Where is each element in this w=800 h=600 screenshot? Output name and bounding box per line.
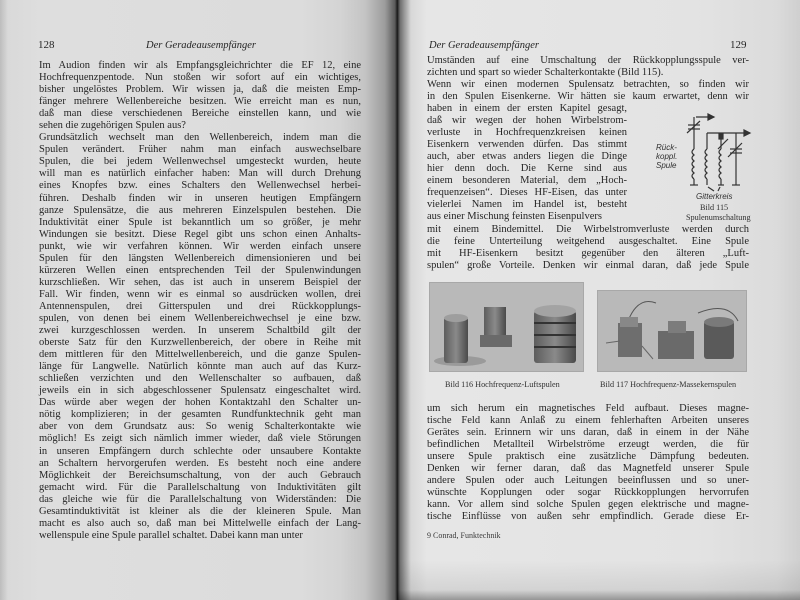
- text-line: hier denn doch. Die Kerne sind aus: [427, 163, 627, 175]
- right-body-text-bottom: [427, 403, 749, 523]
- coil-cylinder: [444, 317, 468, 363]
- left-body-text: [39, 60, 361, 542]
- label-line: Rück-: [656, 143, 677, 152]
- text-line: Wenn wir einen modernen Spulensatz betrachten, so finden wir: [427, 79, 749, 91]
- text-line: oberste Satz für den Kurzwellenbereich, der obere in Reihe mit: [39, 337, 361, 349]
- text-line: kurzschließen. Wir sehen, das ist auch in unserem Beispiel der: [39, 276, 361, 288]
- figure-115-label-grid-circuit: Gitterkreis: [696, 192, 733, 201]
- text-line: Eisenkern verwenden dürfen. Das stimmt: [427, 139, 627, 151]
- label-line: Spule: [656, 161, 677, 170]
- text-line: Fall. Wir finden, wenn wir es einmal so ausdrücken wollen, drei: [39, 288, 361, 300]
- right-body-text-wrapped: [427, 103, 627, 223]
- figure-116-caption: Bild 116 Hochfrequenz-Luftspulen: [445, 380, 560, 389]
- text-line: fänger mehrere Wellenbereiche besitzen. Wie erreicht man es nun,: [39, 96, 361, 108]
- text-line: Gerätes sein. Erinnern wir uns daran, daß in einem in der Nähe: [427, 427, 749, 439]
- text-line: ganze Spulensätze, die aus mehreren Einzelspulen bestehen. Die: [39, 204, 361, 216]
- text-line: zichten und spart so wieder Schalterkontakte (Bild 115).: [427, 67, 664, 79]
- text-line: aber von dem Grundsatz aus: So wenig Schalterkontakte wie: [39, 421, 361, 433]
- text-line: vielerlei Namen im Handel ist, besteht: [427, 199, 627, 211]
- text-line: schließen verzichten und den Wellenschalter so aufbauen, daß: [39, 373, 361, 385]
- text-line: sehen die zugehörigen Spulen aus?: [39, 120, 186, 132]
- text-line: nötig komplizieren; in der gesamten Rundfunktechnik geht man: [39, 409, 361, 421]
- text-line: in unseren Empfängern durch schlechte oder unsaubere Kontakte: [39, 445, 361, 457]
- text-line: punkt, wie wir verfahren können. Wir werden einfach unsere: [39, 240, 361, 252]
- right-page: [397, 0, 800, 600]
- coil-core-2: [658, 331, 694, 359]
- text-line: mit einem Bindemittel. Die Wirbelstromverluste werden durch: [427, 224, 749, 235]
- text-line: aus einer Mischung feinsten Eisenpulvers: [427, 211, 602, 223]
- figure-115-caption-number: Bild 115: [700, 203, 729, 212]
- text-line: das gleiche wie für die Parallelschaltung von Widerständen: Die: [39, 493, 361, 505]
- text-line: will man es natürlich einfacher haben: Man will durch Drehung: [39, 168, 361, 180]
- figure-115-circuit: [638, 105, 788, 223]
- text-line: einem besonderen Material, dem „Hoch-: [427, 175, 627, 187]
- text-line: wünschte Kopplungen oder sogar Rückkopplungen hervorrufen: [427, 487, 749, 499]
- right-body-text-mid: [427, 224, 749, 272]
- text-line: haben in einem der ersten Kapitel gesagt,: [427, 103, 627, 114]
- figure-115-label-feedback-coil: [656, 143, 677, 170]
- text-line: dem mittleren für den Mittelwellenbereich, und die ganze Spulen-: [39, 349, 361, 361]
- running-title: Der Geradeausempfänger: [429, 40, 539, 51]
- text-line: in den Spulen Eisenkerne. Wir hätten sie kaum erwartet, denn wir: [427, 91, 749, 103]
- page-bottom-shadow: [397, 560, 800, 600]
- text-line: Grundsätzlich wechselt man den Wellenbereich, indem man die: [39, 132, 361, 144]
- label-line: koppl.: [656, 152, 678, 161]
- text-line: kann. Vor allem sind solche Spulen gegen elektrische und magne-: [427, 499, 749, 511]
- text-line: um sich herum ein magnetisches Feld aufbaut. Dieses magne-: [427, 403, 749, 414]
- text-line: Spulen für den längsten Wellenbereich dimensionieren und bei: [39, 252, 361, 264]
- figure-116-photo: [429, 282, 584, 372]
- text-line: auch, aber etwas anders liegen die Dinge: [427, 151, 627, 163]
- text-line: Im Audion finden wir als Empfangsgleichrichter die EF 12, eine: [39, 60, 361, 71]
- text-line: Denken wir ferner daran, daß das Magnetfeld unserer Spule: [427, 463, 749, 475]
- figure-117-photo: [597, 290, 747, 372]
- coil-core-1: [618, 323, 642, 357]
- text-line: führen. Deshalb finden wir in unseren heutigen Empfängern: [39, 192, 361, 204]
- text-line: macht es also auch so, daß man bei Mittelwelle einfach der Lang-: [39, 517, 361, 529]
- figure-117-caption: Bild 117 Hochfrequenz-Massekernspulen: [600, 380, 737, 389]
- running-title: Der Geradeausempfänger: [146, 40, 256, 51]
- text-line: Hochfrequenzpentode. Nun stoßen wir sofort auf ein wichtiges,: [39, 72, 361, 84]
- text-line: frequenzeisen“. Dieses HF-Eisen, das unter: [427, 187, 627, 199]
- text-line: Antennenspulen, drei Gitterspulen und drei Rückkopplungs-: [39, 300, 361, 312]
- text-line: Umständen auf eine Umschaltung der Rückkopplungsspule ver-: [427, 55, 749, 66]
- text-line: gemacht wird. Für die Parallelschaltung von Induktivitäten gilt: [39, 481, 361, 493]
- page-number: 129: [730, 39, 747, 51]
- text-line: Windungen sie besitzt. Diese Regel gibt uns schon einen Anhalts-: [39, 228, 361, 240]
- text-line: unsere Spule praktisch eine zusätzliche Dämpfung bedeuten.: [427, 451, 749, 463]
- page-footer: 9 Conrad, Funktechnik: [427, 531, 501, 540]
- text-line: eines Knopfes bzw. eines Schalters den Wellenwechsel herbei-: [39, 180, 361, 192]
- text-line: verluste in Hochfrequenzkreisen keinen: [427, 127, 627, 139]
- text-line: Spulen verändert. Früher nahm man einfach auswechselbare: [39, 144, 361, 156]
- left-page: [0, 0, 397, 600]
- text-line: spulen, von denen bei einem Wellenbereichwechsel je eine bzw.: [39, 312, 361, 324]
- text-line: bisher ungelöstes Problem. Wir wissen ja, daß die meisten Emp-: [39, 84, 361, 96]
- right-body-text-top: [427, 55, 749, 103]
- text-line: wellenspule eine Spule parallel schaltet. Dabei kann man unter: [39, 529, 303, 541]
- text-line: zwei kurzgeschlossen werden. In unserem Schaltbild gilt der: [39, 325, 361, 337]
- text-line: Möglichkeit der Bereichsumschaltung, von der auch Gebrauch: [39, 469, 361, 481]
- text-line: tische Einflüsse von außen sehr empfindlich. Gerade diese Er-: [427, 511, 749, 523]
- text-line: kürzeren Wellen einen entsprechenden Teil der Spulenwindungen: [39, 264, 361, 276]
- text-line: länge für Langwelle. Natürlich könnte man auch auf das Kurz-: [39, 361, 361, 373]
- right-page-header: [429, 38, 749, 52]
- left-page-header: [38, 38, 378, 52]
- text-line: jeweils ein in sich abgeschlossener Spulensatz eingeschaltet wird.: [39, 385, 361, 397]
- text-line: mit HF-Eisenkern besitzt gegenüber den älteren „Luft-: [427, 248, 749, 260]
- figure-115-caption-title: Spulenumschaltung: [686, 213, 751, 222]
- text-line: Das würde aber wegen der hohen Kontaktzahl den Schalter un-: [39, 397, 361, 409]
- text-line: möglich! Es zeigt sich nämlich immer wieder, daß viele Störungen: [39, 433, 361, 445]
- text-line: an Schaltern hervorgerufen werden. Es besteht noch eine andere: [39, 457, 361, 469]
- text-line: Gesamtinduktivität ist kleiner als die der kleineren Spule. Man: [39, 505, 361, 517]
- coil-large: [534, 311, 576, 363]
- mass-core-coils-illustration: [598, 291, 746, 371]
- page-number: 128: [38, 39, 55, 51]
- text-line: spulen“ große Vorteile. Denken wir einmal daran, daß jede Spule: [427, 260, 749, 272]
- text-line: Induktivität einer Spule ist bekanntlich um so größer, je mehr: [39, 216, 361, 228]
- text-line: tische Feld kann Anlaß zu einem fehlerhaften Arbeiten unseres: [427, 415, 749, 427]
- text-line: daß wir wegen der hohen Wirbelstrom-: [427, 115, 627, 127]
- text-line: daß man diese verschiedenen Bereiche einstellen kann, und wie: [39, 108, 361, 120]
- text-line: Spulen, die bei jedem Wellenwechsel umgesteckt wurden, heute: [39, 156, 361, 168]
- text-line: befindlichen Metallteil Wirbelströme erzeugt werden, die für: [427, 439, 749, 451]
- air-coils-illustration: [430, 283, 583, 371]
- text-line: die feine Unterteilung weitgehend ausgeschaltet. Eine Spule: [427, 236, 749, 248]
- text-line: andere Spulen oder auch Leitungen beeinflussen und so uner-: [427, 475, 749, 487]
